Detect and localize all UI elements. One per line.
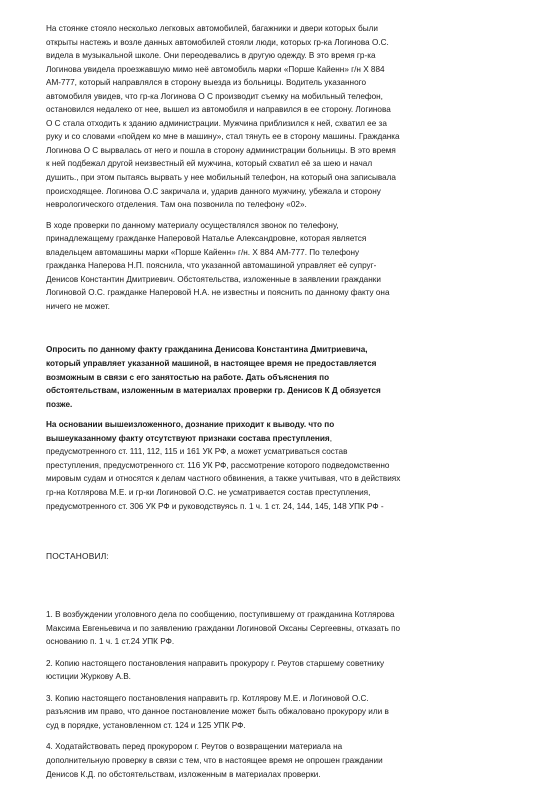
item1-line: 1. В возбуждении уголовного дела по сообщению, поступившему от гражданина Котлярова <box>46 610 395 620</box>
paragraph1-line: АМ-777, который направлялся в сторону выезда из больницы. Водитель указанного <box>46 78 366 88</box>
item3-line: разъяснив им право, что данное постановление может быть обжаловано прокурору или в <box>46 707 389 717</box>
paragraph3-line: обстоятельствам, изложенным в материалах проверки гр. Денисов К Д обязуется <box>46 386 381 396</box>
resolution-item-1 <box>46 608 484 649</box>
resolution-heading: ПОСТАНОВИЛ: <box>46 551 109 562</box>
paragraph1-line: душить., при этом пытаясь вырвать у нее мобильный телефон, на который она записывала <box>46 173 396 183</box>
item2-line: 2. Копию настоящего постановления направить прокурору г. Реутов старшему советнику <box>46 658 385 668</box>
paragraph2-line: гражданка Наперова Н.П. пояснила, что указанной автомашиной управляет её супруг- <box>46 261 377 271</box>
item1-line: Максима Евгеньевича и по заявлению гражданки Логиновой Оксаны Сергеевны, отказать по <box>46 623 401 633</box>
paragraph-incident <box>46 22 484 212</box>
paragraph3-line: который управляет указанной машиной, в настоящее время не предоставляется <box>46 359 377 369</box>
conclusion-line-2-tail: , <box>329 433 332 443</box>
paragraph1-line: Логинова О С вырвалась от него и пошла в сторону администрации больницы. В это время <box>46 145 396 155</box>
conclusion-line-2-bold: вышеуказанному факту отсутствуют признаки состава преступления <box>46 433 330 443</box>
paragraph1-line: остановился недалеко от нее, вышел из автомобиля и направился в ее сторону. Логинова <box>46 105 391 115</box>
paragraph4-line: преступления, предусмотренного ст. 116 УК РФ, рассмотрение которого подведомственно <box>46 460 390 470</box>
paragraph4-line: предусмотренного ст. 306 УК РФ и руководствуясь п. 1 ч. 1 ст. 24, 144, 145, 148 УПК РФ - <box>46 501 384 511</box>
paragraph1-line: неврологического отделения. Там она позвонила по телефону «02». <box>46 200 307 210</box>
paragraph2-line: Денисов Константин Дмитриевич. Обстоятельства, изложенные в заявлении гражданки <box>46 274 381 284</box>
paragraph1-line: видела в музыкальной школе. Они переодевались в другую одежду. В это время гр-ка <box>46 51 376 61</box>
paragraph1-line: открыты настежь и возле данных автомобилей стояли люди, которых гр-ка Логинова О.С. <box>46 37 389 47</box>
item2-line: юстиции Журкову А.В. <box>46 672 131 682</box>
paragraph-phone-check <box>46 219 484 314</box>
conclusion-line-2 <box>46 432 484 446</box>
paragraph3-line: возможным в связи с его занятостью на работе. Дать объяснения по <box>46 372 330 382</box>
paragraph1-line: Логинова увидела проезжавшую мимо неё автомобиль марки «Порше Кайенн» г/н Х 884 <box>46 64 385 74</box>
paragraph2-line: принадлежащему гражданке Наперовой Наталье Александровне, которая является <box>46 234 367 244</box>
paragraph4-line: гр-на Котлярова М.Е. и гр-ки Логиновой О.С. не усматривается состав преступления, <box>46 487 371 497</box>
paragraph1-line: руку и со словами «пойдем ко мне в машину», стал тянуть ее в сторону машины. Гражданка <box>46 132 400 142</box>
paragraph-conclusion <box>46 418 484 513</box>
resolution-item-4 <box>46 740 484 781</box>
paragraph2-line: ничего не может. <box>46 301 110 311</box>
paragraph2-line: Логиновой О.С. гражданке Наперовой Н.А. не известны и пояснить по данному факту она <box>46 288 390 298</box>
paragraph3-line: позже. <box>46 399 73 409</box>
resolution-item-2 <box>46 657 484 684</box>
resolution-item-3 <box>46 692 484 733</box>
paragraph3-line: Опросить по данному факту гражданина Денисова Константина Дмитриевича, <box>46 345 368 355</box>
paragraph1-line: автомобиля увидев, что гр-ка Логинова О С производит съемку на мобильный телефон, <box>46 91 383 101</box>
paragraph2-line: владельцем автомашины марки «Порше Кайенн» г/н. Х 884 АМ-777. По телефону <box>46 247 360 257</box>
item3-line: суд в порядке, установленном ст. 124 и 125 УПК РФ. <box>46 720 246 730</box>
item4-line: Денисов К.Д. по обстоятельствам, изложенным в материалах проверки. <box>46 769 321 779</box>
paragraph2-line: В ходе проверки по данному материалу осуществлялся звонок по телефону, <box>46 220 339 230</box>
conclusion-rest <box>46 445 484 513</box>
paragraph4-line: предусмотренного ст. 111, 112, 115 и 161 УК РФ, а может усматриваться состав <box>46 447 348 457</box>
conclusion-line-1: На основании вышеизложенного, дознание приходит к выводу. что по <box>46 420 335 430</box>
paragraph1-line: к ней подбежал другой неизвестный ей мужчина, который схватил её за шею и начал <box>46 159 373 169</box>
document-page <box>46 22 484 781</box>
item4-line: 4. Ходатайствовать перед прокурором г. Реутов о возвращении материала на <box>46 742 343 752</box>
paragraph4-line: мировым судам и относятся к делам частного обвинения, а также учитывая, что в действиях <box>46 474 401 484</box>
item4-line: дополнительную проверку в связи с тем, что в настоящее время не опрошен граждании <box>46 755 383 765</box>
paragraph1-line: происходящее. Логинова О.С закричала и, ударив данного мужчину, убежала и сторону <box>46 186 381 196</box>
paragraph1-line: О С стала отходить к зданию администрации. Мужчина приблизился к ней, схватил ее за <box>46 118 387 128</box>
item3-line: 3. Копию настоящего постановления направить гр. Котлярову М.Е. и Логиновой О.С. <box>46 693 369 703</box>
paragraph1-line: На стоянке стояло несколько легковых автомобилей, багажники и двери которых были <box>46 24 378 33</box>
paragraph-denisov-interview <box>46 343 484 411</box>
item1-line: основанию п. 1 ч. 1 ст.24 УПК РФ. <box>46 637 175 647</box>
